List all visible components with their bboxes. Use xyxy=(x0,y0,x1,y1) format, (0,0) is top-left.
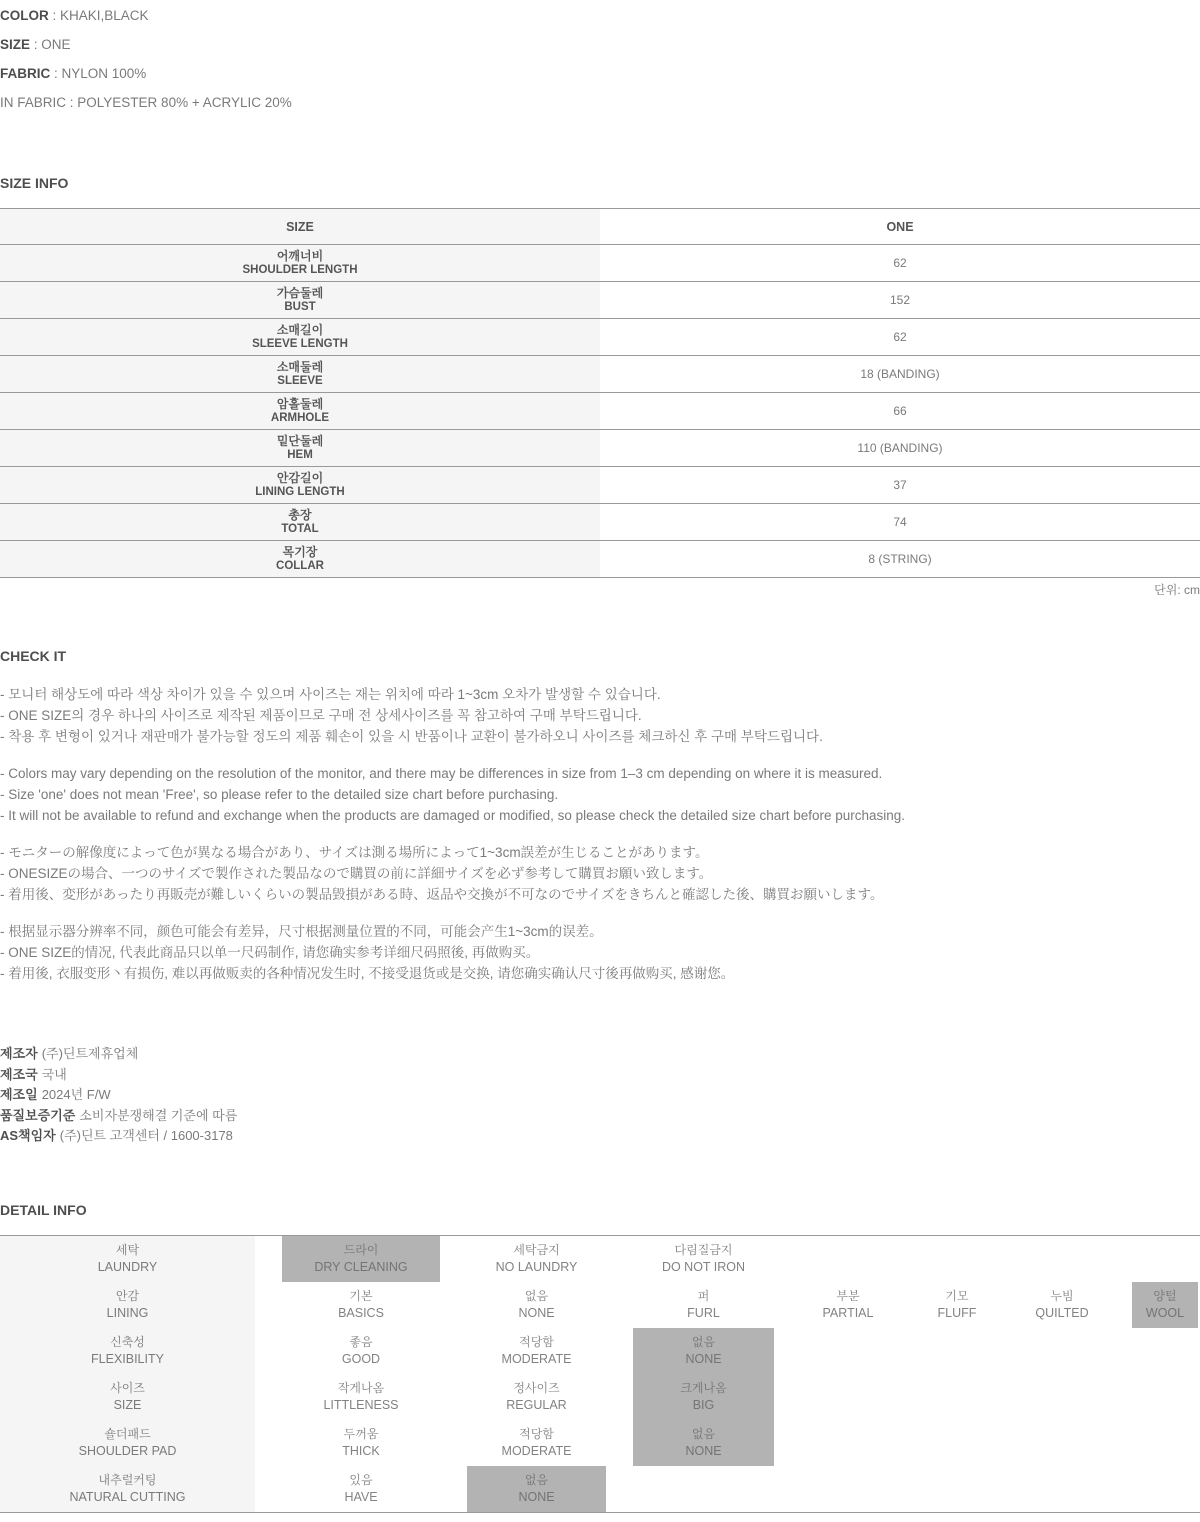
detail-option-kr: 없음 xyxy=(691,1426,716,1441)
detail-label-en: NATURAL CUTTING xyxy=(69,1489,186,1504)
measure-name-kr: 소매길이 xyxy=(276,323,324,337)
detail-row-label xyxy=(0,1420,255,1466)
size-row-collar xyxy=(0,541,1200,578)
manufacturer-value: (주)딘트 고객센터 / 1600-3178 xyxy=(59,1128,233,1143)
detail-option-en: THICK xyxy=(342,1443,380,1458)
detail-row-label xyxy=(0,1374,255,1420)
measure-name-kr: 암홀둘레 xyxy=(276,397,324,411)
detail-option-selected xyxy=(633,1420,774,1466)
attribute-label: IN FABRIC xyxy=(0,95,67,110)
detail-option-kr: 퍼 xyxy=(697,1288,710,1303)
detail-row-shoulder-pad xyxy=(0,1420,1200,1466)
detail-option-kr: 기본 xyxy=(349,1288,373,1303)
detail-option-en: NONE xyxy=(518,1305,555,1320)
detail-row-label xyxy=(0,1282,255,1328)
detail-option-kr: 양털 xyxy=(1153,1288,1177,1303)
attribute-line-size xyxy=(0,30,1200,59)
detail-option-selected xyxy=(633,1374,774,1420)
detail-option-en: NONE xyxy=(685,1351,722,1366)
measure-value: 110 (BANDING) xyxy=(600,430,1200,467)
check-notes-english xyxy=(0,763,1200,826)
detail-option-kr: 적당함 xyxy=(519,1334,554,1349)
detail-label-en: SIZE xyxy=(113,1397,142,1412)
detail-option-kr: 정사이즈 xyxy=(513,1380,560,1395)
detail-option-kr: 크게나옴 xyxy=(680,1380,727,1395)
attribute-label: SIZE xyxy=(0,37,31,52)
detail-label-en: SHOULDER PAD xyxy=(78,1443,177,1458)
detail-option-kr: 다림질금지 xyxy=(674,1242,733,1257)
check-note-line: - ONE SIZE的情况, 代表此商品只以单一尺码制作, 请您确实参考详细尺码照後, 再做购买。 xyxy=(0,945,540,960)
measure-value: 18 (BANDING) xyxy=(600,356,1200,393)
detail-option-cell xyxy=(282,1328,440,1374)
manufacturer-value: (주)딘트제휴업체 xyxy=(41,1046,139,1061)
detail-option-selected xyxy=(467,1466,606,1512)
detail-option-cell xyxy=(801,1282,895,1328)
detail-row-laundry xyxy=(0,1236,1200,1282)
detail-option-en: BIG xyxy=(692,1397,715,1412)
detail-row-size xyxy=(0,1374,1200,1420)
measure-value: 62 xyxy=(600,319,1200,356)
detail-option-en: PARTIAL xyxy=(822,1305,874,1320)
detail-option-en: FURL xyxy=(687,1305,720,1320)
check-note-line: - 着用後, 衣服变形丶有损伤, 难以再做贩卖的各种情况发生时, 不接受退货或是交换, 请您确实确认尺寸後再做购买, 感谢您。 xyxy=(0,966,735,981)
detail-option-cell xyxy=(467,1420,606,1466)
detail-option-cell xyxy=(633,1236,774,1282)
detail-option-en: NONE xyxy=(685,1443,722,1458)
manufacturer-line xyxy=(0,1126,1200,1147)
check-notes-japanese xyxy=(0,842,1200,905)
measure-name-kr: 소매둘레 xyxy=(276,360,324,374)
attribute-separator: : xyxy=(50,66,62,81)
measure-name-en: SLEEVE LENGTH xyxy=(252,338,348,350)
check-note-line: - モニターの解像度によって色が異なる場合があり、サイズは測る場所によって1~3cm誤差が生じることがあります。 xyxy=(0,845,709,860)
detail-row-flexibility xyxy=(0,1328,1200,1374)
attribute-line-color xyxy=(0,1,1200,30)
unit-label: 단위: cm xyxy=(1154,583,1200,597)
detail-option-en: WOOL xyxy=(1145,1305,1185,1320)
detail-label-kr: 신축성 xyxy=(110,1334,145,1349)
size-row-lining-length xyxy=(0,467,1200,504)
size-row-shoulder xyxy=(0,245,1200,282)
measure-value: 62 xyxy=(600,245,1200,282)
measure-name-en: ARMHOLE xyxy=(270,412,330,424)
size-info-section xyxy=(0,173,1200,598)
size-header-one: ONE xyxy=(600,209,1200,245)
detail-label-en: FLEXIBILITY xyxy=(91,1351,164,1366)
detail-info-table xyxy=(0,1235,1200,1513)
measure-name-kr: 목기장 xyxy=(282,545,318,559)
detail-option-kr: 기모 xyxy=(945,1288,969,1303)
measure-name-en: HEM xyxy=(287,449,313,461)
size-row-armhole xyxy=(0,393,1200,430)
detail-option-en: NO LAUNDRY xyxy=(495,1259,578,1274)
check-note-line: - 根据显示器分辨率不同，颜色可能会有差异，尺寸根据测量位置的不同，可能会产生1~3cm的误差。 xyxy=(0,924,603,939)
attribute-separator: : xyxy=(48,8,61,23)
measure-name-kr: 총장 xyxy=(288,508,312,522)
detail-option-cell xyxy=(467,1374,606,1420)
detail-row-label xyxy=(0,1466,255,1512)
attribute-value: NYLON 100% xyxy=(61,66,147,81)
check-note-line: - Colors may vary depending on the resolution of the monitor, and there may be differences in size from 1–3 cm depending on where it is measured. xyxy=(0,766,883,781)
measure-name-en: BUST xyxy=(284,301,316,313)
detail-option-kr: 드라이 xyxy=(343,1242,379,1257)
detail-option-en: MODERATE xyxy=(501,1443,572,1458)
measure-name-kr: 안감길이 xyxy=(276,471,324,485)
detail-option-cell xyxy=(282,1466,440,1512)
detail-label-en: LAUNDRY xyxy=(97,1259,158,1274)
detail-row-label xyxy=(0,1236,255,1282)
attribute-line-fabric xyxy=(0,59,1200,88)
detail-label-en: LINING xyxy=(106,1305,149,1320)
manufacturer-line xyxy=(0,1085,1200,1106)
manufacturer-line xyxy=(0,1106,1200,1127)
detail-option-kr: 적당함 xyxy=(519,1426,554,1441)
detail-option-en: BASICS xyxy=(338,1305,384,1320)
check-note-line: - ONESIZEの場合、一つのサイズで製作された製品なので購買の前に詳細サイズを必ず参考して購買お願い致します。 xyxy=(0,866,713,881)
measure-value: 152 xyxy=(600,282,1200,319)
detail-row-natural-cutting xyxy=(0,1466,1200,1512)
detail-option-en: LITTLENESS xyxy=(323,1397,399,1412)
check-notes-korean xyxy=(0,684,1200,747)
attribute-value: ONE xyxy=(41,37,71,52)
attribute-value: POLYESTER 80% + ACRYLIC 20% xyxy=(77,95,292,110)
size-table-header xyxy=(0,209,1200,245)
size-info-title: SIZE INFO xyxy=(0,175,69,191)
detail-info-title: DETAIL INFO xyxy=(0,1201,87,1218)
attribute-separator: : xyxy=(66,95,78,110)
attribute-line-in-fabric xyxy=(0,88,1200,117)
detail-option-cell xyxy=(633,1282,774,1328)
manufacturer-info xyxy=(0,1044,1200,1147)
check-note-line: - 착용 후 변형이 있거나 재판매가 불가능할 정도의 제품 훼손이 있을 시 반품이나 교환이 불가하오니 사이즈를 체크하신 후 구매 부탁드립니다. xyxy=(0,729,823,744)
detail-option-cell xyxy=(467,1328,606,1374)
manufacturer-label: 제조자 xyxy=(0,1046,38,1061)
size-row-bust xyxy=(0,282,1200,319)
check-note-line: - Size 'one' does not mean 'Free', so please refer to the detailed size chart before purchasing. xyxy=(0,787,559,802)
measure-value: 66 xyxy=(600,393,1200,430)
detail-option-en: DO NOT IRON xyxy=(661,1259,746,1274)
detail-option-cell xyxy=(467,1282,606,1328)
detail-option-cell xyxy=(282,1282,440,1328)
measure-name-kr: 밑단둘레 xyxy=(276,434,324,448)
measure-name-en: TOTAL xyxy=(281,523,319,535)
attribute-separator: : xyxy=(30,37,42,52)
attribute-label: FABRIC xyxy=(0,66,51,81)
measure-name-kr: 가슴둘레 xyxy=(276,286,324,300)
measure-value: 8 (STRING) xyxy=(600,541,1200,578)
manufacturer-label: AS책임자 xyxy=(0,1128,56,1143)
detail-info-section xyxy=(0,1200,1200,1513)
detail-option-kr: 있음 xyxy=(349,1472,373,1487)
product-attributes xyxy=(0,0,1200,117)
attribute-label: COLOR xyxy=(0,8,49,23)
check-it-section xyxy=(0,646,1200,984)
manufacturer-value: 소비자분쟁해결 기준에 따름 xyxy=(79,1107,238,1123)
size-row-total xyxy=(0,504,1200,541)
detail-option-kr: 작게나옴 xyxy=(337,1380,385,1395)
detail-option-kr: 두꺼움 xyxy=(343,1426,379,1441)
measure-value: 37 xyxy=(600,467,1200,504)
detail-option-cell xyxy=(922,1282,992,1328)
detail-label-kr: 내추럴커팅 xyxy=(98,1472,157,1487)
manufacturer-label: 제조일 xyxy=(0,1087,38,1102)
detail-option-cell xyxy=(282,1374,440,1420)
size-row-sleeve-length xyxy=(0,319,1200,356)
detail-option-kr: 좋음 xyxy=(349,1334,373,1349)
detail-option-cell xyxy=(467,1236,606,1282)
measure-name-en: LINING LENGTH xyxy=(255,486,345,498)
detail-option-en: NONE xyxy=(518,1489,555,1504)
measure-name-en: SLEEVE xyxy=(277,375,323,387)
detail-row-lining xyxy=(0,1282,1200,1328)
manufacturer-line xyxy=(0,1044,1200,1065)
detail-label-kr: 사이즈 xyxy=(110,1380,145,1395)
size-row-sleeve xyxy=(0,356,1200,393)
detail-label-kr: 세탁 xyxy=(115,1242,140,1257)
measure-name-en: COLLAR xyxy=(276,560,324,572)
detail-option-en: REGULAR xyxy=(506,1397,567,1412)
size-row-hem xyxy=(0,430,1200,467)
attribute-value: KHAKI,BLACK xyxy=(60,8,149,23)
detail-label-kr: 숄더패드 xyxy=(104,1426,151,1441)
check-notes-chinese xyxy=(0,921,1200,984)
detail-option-en: GOOD xyxy=(341,1351,381,1366)
detail-row-label xyxy=(0,1328,255,1374)
size-info-table xyxy=(0,208,1200,578)
check-note-line: - ONE SIZE의 경우 하나의 사이즈로 제작된 제품이므로 구매 전 상세사이즈를 꼭 참고하여 구매 부탁드립니다. xyxy=(0,708,642,723)
detail-option-selected xyxy=(633,1328,774,1374)
manufacturer-label: 품질보증기준 xyxy=(0,1107,76,1123)
measure-value: 74 xyxy=(600,504,1200,541)
detail-option-selected xyxy=(1132,1282,1198,1328)
detail-option-en: QUILTED xyxy=(1035,1305,1089,1320)
detail-option-kr: 없음 xyxy=(524,1472,549,1487)
check-it-title: CHECK IT xyxy=(0,648,67,664)
check-note-line: - 모니터 해상도에 따라 색상 차이가 있을 수 있으며 사이즈는 재는 위치에 따라 1~3cm 오차가 발생할 수 있습니다. xyxy=(0,687,661,702)
measure-name-kr: 어깨너비 xyxy=(276,249,324,263)
detail-option-en: FLUFF xyxy=(937,1305,977,1320)
detail-option-selected xyxy=(282,1236,440,1282)
detail-label-kr: 안감 xyxy=(115,1288,140,1303)
detail-option-kr: 없음 xyxy=(691,1334,716,1349)
detail-option-kr: 누빔 xyxy=(1050,1288,1074,1303)
manufacturer-line xyxy=(0,1065,1200,1086)
detail-option-en: MODERATE xyxy=(501,1351,572,1366)
size-header-size: SIZE xyxy=(0,209,600,245)
detail-option-cell xyxy=(1019,1282,1105,1328)
measure-name-en: SHOULDER LENGTH xyxy=(242,264,358,276)
check-note-line: - 着用後、変形があったり再販売が難しいくらいの製品毀損がある時、返品や交換が不可なのでサイズをきちんと確認した後、購買お願いします。 xyxy=(0,887,884,902)
check-note-line: - It will not be available to refund and exchange when the products are damaged or modified, so please check the detailed size chart before purchasing. xyxy=(0,808,906,823)
manufacturer-value: 2024년 F/W xyxy=(41,1087,111,1102)
detail-option-kr: 부분 xyxy=(836,1288,860,1303)
detail-option-en: DRY CLEANING xyxy=(314,1259,408,1274)
detail-option-cell xyxy=(282,1420,440,1466)
detail-option-en: HAVE xyxy=(344,1489,378,1504)
manufacturer-value: 국내 xyxy=(41,1066,67,1082)
manufacturer-label: 제조국 xyxy=(0,1066,38,1082)
detail-option-kr: 없음 xyxy=(524,1288,549,1303)
detail-option-kr: 세탁금지 xyxy=(513,1242,560,1257)
